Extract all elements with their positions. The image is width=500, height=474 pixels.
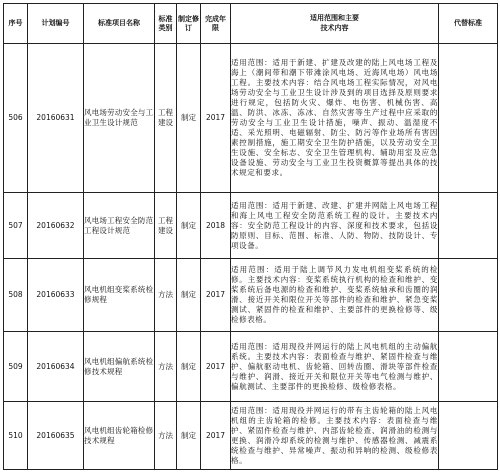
table-row [4,332,498,402]
cell-year: 2017 [201,402,231,470]
table-row [4,44,498,193]
cell-category: 工程建设 [155,44,177,193]
cell-seq: 509 [4,332,28,402]
cell-project-name: 风电场劳动安全与工业卫生设计规范 [84,44,155,193]
cell-scope: 适用范围：适用于新建、扩建及改建的陆上风电场工程及海上（潮间带和潮下带滩涂风电场、近海风电场）风电场工程。主要技术内容：结合风电场工程实际情况，对风电场劳动安全与工业卫生设计涉及到的项目选择及原则要求进行规定，包括防火灾、爆炸、电伤害、机械伤害、高温、防洪、冰冻、冻冰、自然灾害等生产过程中应采取的劳动安全与工业卫生设计措施，噪声、振动、温湿度不适、采光照明、电磁辐射、防尘、防污等作业场所有害因素控制措施，施工期安全卫生防护措施，以及劳动安全卫生设施、安全标志、安全卫生管理机构、辅助用室及应急设备设施、劳动安全与工业卫生投资概算等提出具体的技术规定和要求。 [231,44,439,193]
cell-scope: 适用范围：适用于新建、改建、扩建并网陆上风电场工程和海上风电工程安全防范系统工程的设计。主要技术内容：安全防范工程设计的内容、深度和技术要求，包括设防原则、目标、范围、标准、人防、物防、技防设计、专项设备。 [231,193,439,259]
cell-category: 方法 [155,332,177,402]
cell-project-name: 风电机组齿轮箱检修技术规程 [84,402,155,470]
header-content-line1: 适用范围和主要 [310,14,359,22]
cell-replaces [439,402,498,470]
cell-year: 2017 [201,332,231,402]
cell-project-name: 风电机组偏航系统检修技术规程 [84,332,155,402]
cell-plan-no: 20160631 [28,44,84,193]
standards-table [3,3,498,470]
cell-project-name: 风电场工程安全防范工程设计规范 [84,193,155,259]
cell-revision: 制定 [177,259,201,332]
header-plan-no: 计划编号 [28,4,84,44]
cell-replaces [439,332,498,402]
cell-category: 方法 [155,259,177,332]
cell-seq: 508 [4,259,28,332]
header-content-line2: 技术内容 [320,23,349,32]
header-category: 标准类别 [155,4,177,44]
cell-revision: 制定 [177,402,201,470]
cell-year: 2018 [201,193,231,259]
header-row [4,4,498,44]
header-content [231,4,439,44]
header-project-name: 标准项目名称 [84,4,155,44]
header-year: 完成年限 [201,4,231,44]
cell-year: 2017 [201,259,231,332]
cell-replaces [439,44,498,193]
cell-scope: 适用范围：适用于陆上调节风力发电机组变桨系统的检修。主要技术内容：变桨系统执行机构的检查和维护、变桨系统后备电源的检查和维护、变桨系统轴承和齿圈的润滑、接近开关和限位开关等部件的检查和维护、紧急变桨测试、紧固件的检查和维护、主要部件的更换检修等、级检修表格。 [231,259,439,332]
cell-revision: 制定 [177,332,201,402]
cell-plan-no: 20160632 [28,193,84,259]
cell-project-name: 风电机组变桨系统检修规程 [84,259,155,332]
cell-seq: 507 [4,193,28,259]
cell-replaces [439,259,498,332]
cell-plan-no: 20160634 [28,332,84,402]
header-replaces: 代替标准 [439,4,498,44]
table-row [4,259,498,332]
cell-plan-no: 20160633 [28,259,84,332]
cell-replaces [439,193,498,259]
cell-revision: 制定 [177,193,201,259]
table-row [4,402,498,470]
cell-revision: 制定 [177,44,201,193]
header-revision: 制定修订 [177,4,201,44]
header-seq: 序号 [4,4,28,44]
cell-seq: 510 [4,402,28,470]
cell-plan-no: 20160635 [28,402,84,470]
table-row [4,193,498,259]
cell-scope: 适用范围：适用现役并网运行的陆上风电机组的主动偏航系统。主要技术内容：表面检查与维护、紧固件检查与维护、偏航驱动电机、齿轮箱、回转齿圈、滑块等部件检查与维护、润滑、接近开关和限位开关等电气检测与维护、偏航测试、主要部件的更换检修、级检修表格。 [231,332,439,402]
cell-seq: 506 [4,44,28,193]
cell-category: 方法 [155,402,177,470]
cell-year: 2017 [201,44,231,193]
cell-scope: 适用范围：适用现役并网运行的带有主齿轮箱的陆上风电机组的主齿轮箱的检修。主要技术内容：表面检查与维护、紧固件检查与维护、内部齿轮检查、润滑油的检测与更换、润滑冷却系统的检测与维护、传感器检测、减震系统检查与维护、异常噪声、振动和异响的检测、级检修表格。 [231,402,439,470]
cell-category: 工程建设 [155,193,177,259]
